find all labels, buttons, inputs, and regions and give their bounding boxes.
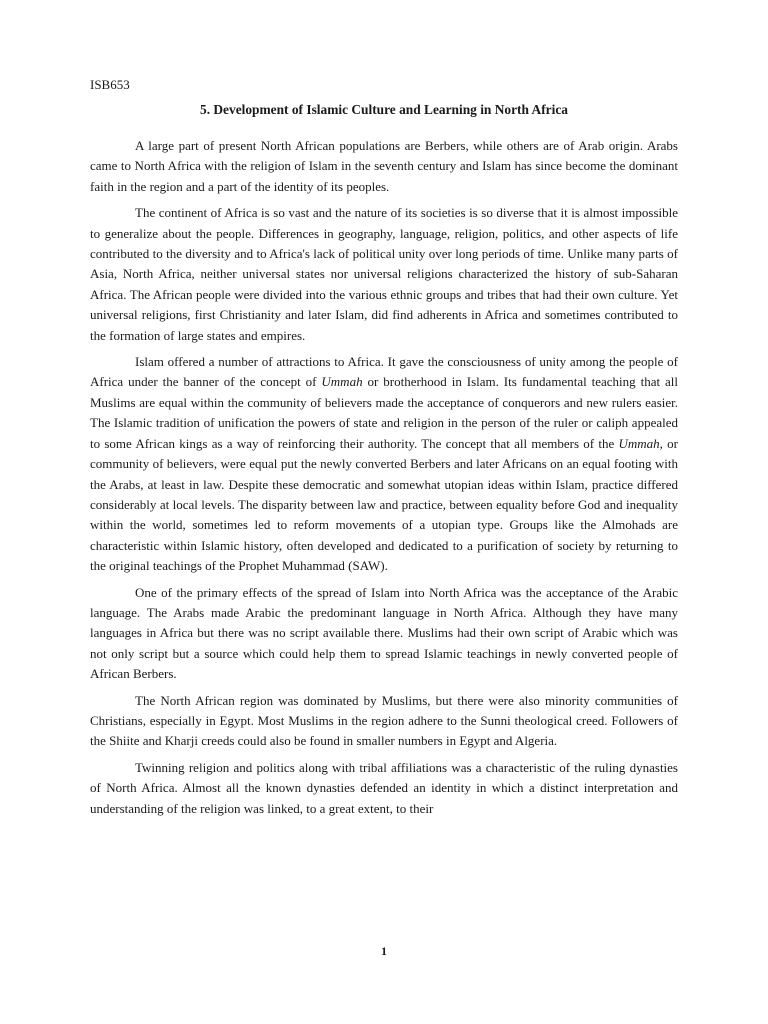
paragraph xyxy=(90,203,678,346)
italic-term: Ummah xyxy=(321,374,363,390)
text-run: The continent of Africa is so vast and the nature of its societies is so diverse that it is almost impossible to generalize about the people. Differences in geography, language, religion, politics, and other aspects of life contributed to the diversity and to Africa's lack of political unity over long periods of time. Unlike many parts of Asia, North Africa, neither universal states nor universal religions characterized the history of sub-Saharan Africa. The African people were divided into the various ethnic groups and tribes that had their own culture. Yet universal religions, first Christianity and later Islam, did find adherents in Africa and sometimes contributed to the formation of large states and empires. xyxy=(90,205,678,343)
document-page xyxy=(90,76,678,825)
text-run: Twinning religion and politics along with tribal affiliations was a characteristic of the ruling dynasties of North Africa. Almost all the known dynasties defended an identity in which a distinct interpretation and understanding of the religion was linked, to a great extent, to their xyxy=(90,759,678,816)
section-title: 5. Development of Islamic Culture and Learning in North Africa xyxy=(200,102,568,117)
body-text xyxy=(90,136,678,819)
text-run: The North African region was dominated by Muslims, but there were also minority communities of Christians, especially in Egypt. Most Muslims in the region adhere to the Sunni theological creed. Followers of the Shiite and Kharji creeds could also be found in smaller numbers in Egypt and Algeria. xyxy=(90,692,678,749)
text-run: Islam offered a number of attractions to Africa. It gave the consciousness of unity among the people of Africa under the banner of the concept of xyxy=(90,354,678,390)
paragraph xyxy=(90,691,678,752)
text-run: One of the primary effects of the spread of Islam into North Africa was the acceptance of the Arabic language. The Arabs made Arabic the predominant language in North Africa. Although they have many languages in Africa but there was no script available there. Muslims had their own script of Arabic which was not only script but a source which could help them to spread Islamic teachings in newly converted people of African Berbers. xyxy=(90,584,678,682)
paragraph xyxy=(90,583,678,685)
paragraph xyxy=(90,136,678,197)
course-code: ISB653 xyxy=(90,77,130,92)
text-run: , or community of believers, were equal put the newly converted Berbers and later Africans on an equal footing with the Arabs, at least in law. Despite these democratic and somewhat utopian ideas within Islam, practice differed considerably at local levels. The disparity between law and practice, between equality before God and inequality within the world, sometimes led to reform movements of a utopian type. Groups like the Almohads are characteristic within Islamic history, often developed and dedicated to a purification of society by returning to the original teachings of the Prophet Muhammad (SAW). xyxy=(90,435,678,574)
paragraph xyxy=(90,758,678,819)
text-run: A large part of present North African populations are Berbers, while others are of Arab origin. Arabs came to North Africa with the religion of Islam in the seventh century and Islam has since become the dominant faith in the region and a part of the identity of its peoples. xyxy=(90,138,678,194)
text-run: or brotherhood in Islam. Its fundamental teaching that all Muslims are equal within the community of believers made the acceptance of conquerors and new rulers easier. The Islamic tradition of unification the powers of state and religion in the person of the ruler or caliph appealed to some African kings as a way of reinforcing their authority. The concept that all members of the xyxy=(90,374,678,451)
paragraph xyxy=(90,352,678,576)
italic-term: Ummah xyxy=(618,435,660,451)
page-number: 1 xyxy=(381,944,387,958)
